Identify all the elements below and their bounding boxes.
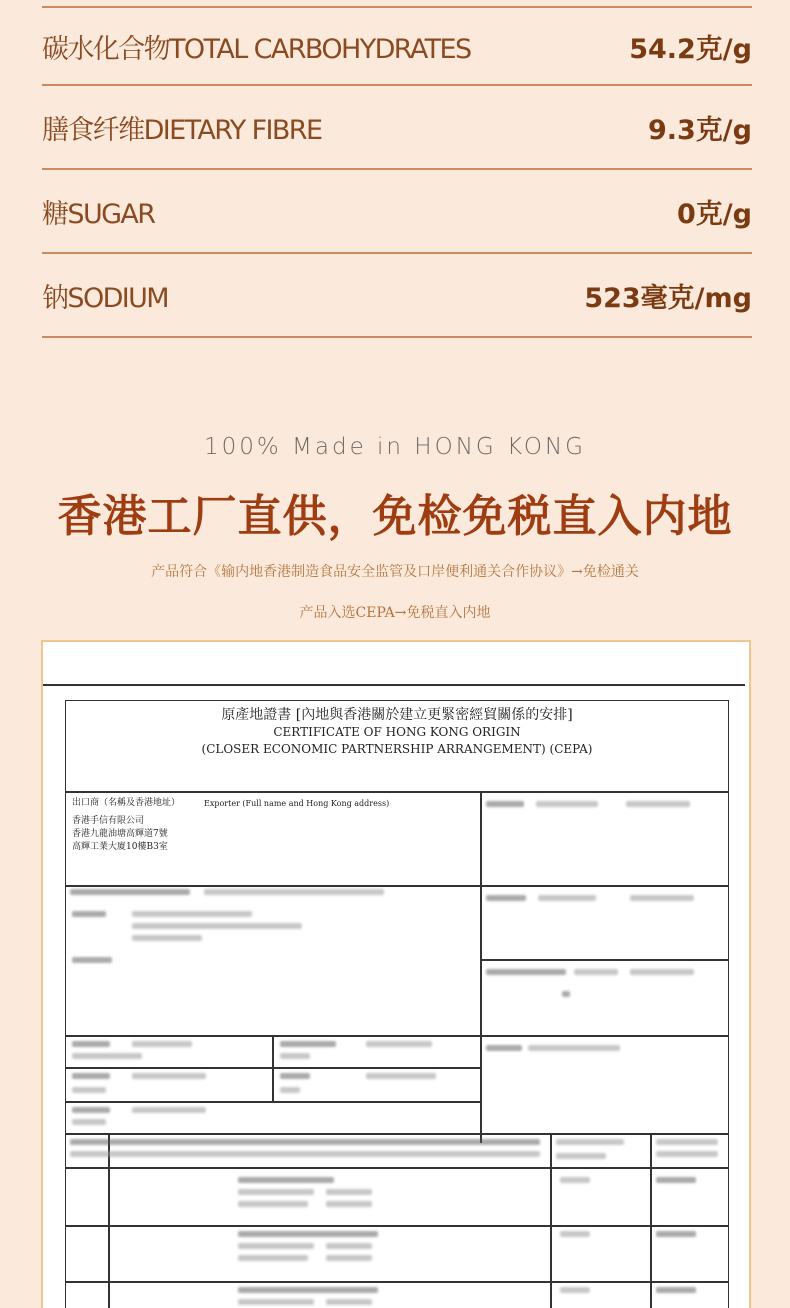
illegible-text <box>72 1119 106 1125</box>
illegible-text <box>656 1151 718 1157</box>
divider <box>66 1101 480 1103</box>
illegible-text <box>560 1177 590 1183</box>
headline: 香港工厂直供，免检免税直入内地 <box>57 491 733 542</box>
illegible-text <box>238 1255 308 1261</box>
divider <box>66 791 728 793</box>
illegible-text <box>656 1287 696 1293</box>
divider <box>480 959 728 961</box>
certificate-image <box>41 640 751 1308</box>
illegible-text <box>238 1287 378 1293</box>
divider <box>66 1281 728 1283</box>
illegible-text <box>560 1231 590 1237</box>
illegible-text <box>280 1073 310 1079</box>
illegible-text <box>366 1073 436 1079</box>
illegible-text <box>72 957 112 963</box>
illegible-text <box>486 895 526 901</box>
nutrient-label: 膳食纤维DIETARY FIBRE <box>42 114 322 146</box>
illegible-text <box>630 895 694 901</box>
illegible-text <box>656 1139 718 1145</box>
illegible-text <box>656 1231 696 1237</box>
cepa-note: 产品入选CEPA→免税直入内地 <box>299 605 491 621</box>
divider <box>66 1067 480 1069</box>
nutrient-value: 9.3克/g <box>647 114 752 146</box>
illegible-text <box>132 911 252 917</box>
illegible-text <box>132 935 202 941</box>
certificate-title-en: CERTIFICATE OF HONG KONG ORIGIN <box>273 725 521 739</box>
illegible-text <box>562 991 570 997</box>
illegible-text <box>70 1151 540 1157</box>
illegible-text <box>560 1287 590 1293</box>
exporter-label-zh: 出口商（名稱及香港地址） <box>72 798 181 808</box>
illegible-text <box>366 1041 432 1047</box>
nutrient-label: 糖SUGAR <box>42 198 155 230</box>
nutrient-value: 523毫克/mg <box>584 282 752 314</box>
nutrition-row <box>42 6 752 86</box>
illegible-text <box>238 1299 314 1305</box>
illegible-text <box>72 911 106 917</box>
illegible-text <box>72 1053 142 1059</box>
illegible-text <box>72 1087 106 1093</box>
certificate-subtitle-en: (CLOSER ECONOMIC PARTNERSHIP ARRANGEMENT) (CEPA) <box>201 742 593 756</box>
divider <box>480 1035 728 1037</box>
illegible-text <box>326 1255 372 1261</box>
illegible-text <box>486 801 524 807</box>
divider <box>66 1133 728 1135</box>
illegible-text <box>132 1073 206 1079</box>
divider <box>480 791 482 1143</box>
certificate-title-zh: 原產地證書 [內地與香港關於建立更緊密經貿關係的安排] <box>221 707 573 723</box>
illegible-text <box>280 1053 310 1059</box>
illegible-text <box>556 1153 606 1159</box>
nutrient-value: 0克/g <box>677 198 752 230</box>
certificate-document <box>65 700 729 1308</box>
divider <box>66 1167 728 1169</box>
illegible-text <box>132 923 302 929</box>
nutrition-table <box>42 0 752 338</box>
nutrient-label: 碳水化合物TOTAL CARBOHYDRATES <box>42 33 471 65</box>
illegible-text <box>536 801 598 807</box>
exporter-label-en: Exporter (Full name and Hong Kong address) <box>204 799 390 808</box>
illegible-text <box>70 1139 540 1145</box>
illegible-text <box>72 1107 110 1113</box>
illegible-text <box>238 1177 334 1183</box>
illegible-text <box>486 969 566 975</box>
illegible-text <box>132 1041 192 1047</box>
illegible-text <box>132 1107 206 1113</box>
exporter-name: 香港手信有限公司 <box>72 816 145 826</box>
certificate-title <box>66 707 728 758</box>
made-in-tagline: 100% Made in HONG KONG <box>203 434 587 460</box>
exporter-address-line: 香港九龍油塘高輝道7號 <box>72 829 168 839</box>
illegible-text <box>280 1087 300 1093</box>
illegible-text <box>326 1299 372 1305</box>
illegible-text <box>238 1243 314 1249</box>
nutrition-row <box>42 170 752 254</box>
illegible-text <box>556 1139 624 1145</box>
nutrient-label: 钠SODIUM <box>42 282 169 314</box>
illegible-text <box>238 1231 378 1237</box>
illegible-text <box>574 969 618 975</box>
illegible-text <box>538 895 596 901</box>
illegible-text <box>656 1177 696 1183</box>
divider <box>66 885 728 887</box>
illegible-text <box>204 889 384 895</box>
illegible-text <box>626 801 690 807</box>
illegible-text <box>72 1073 110 1079</box>
illegible-text <box>486 1045 522 1051</box>
nutrition-row <box>42 86 752 170</box>
divider <box>43 684 745 686</box>
agreement-note: 产品符合《输内地香港制造食品安全监管及口岸便利通关合作协议》→免检通关 <box>151 564 639 580</box>
illegible-text <box>528 1045 620 1051</box>
illegible-text <box>238 1189 314 1195</box>
illegible-text <box>326 1243 372 1249</box>
illegible-text <box>72 1041 110 1047</box>
illegible-text <box>280 1041 336 1047</box>
exporter-address-line: 高輝工業大廈10樓B3室 <box>72 842 168 852</box>
illegible-text <box>326 1201 372 1207</box>
illegible-text <box>630 969 694 975</box>
illegible-text <box>238 1201 308 1207</box>
nutrient-value: 54.2克/g <box>629 33 752 65</box>
divider <box>66 1225 728 1227</box>
illegible-text <box>70 889 190 895</box>
illegible-text <box>326 1189 372 1195</box>
nutrition-row <box>42 254 752 338</box>
